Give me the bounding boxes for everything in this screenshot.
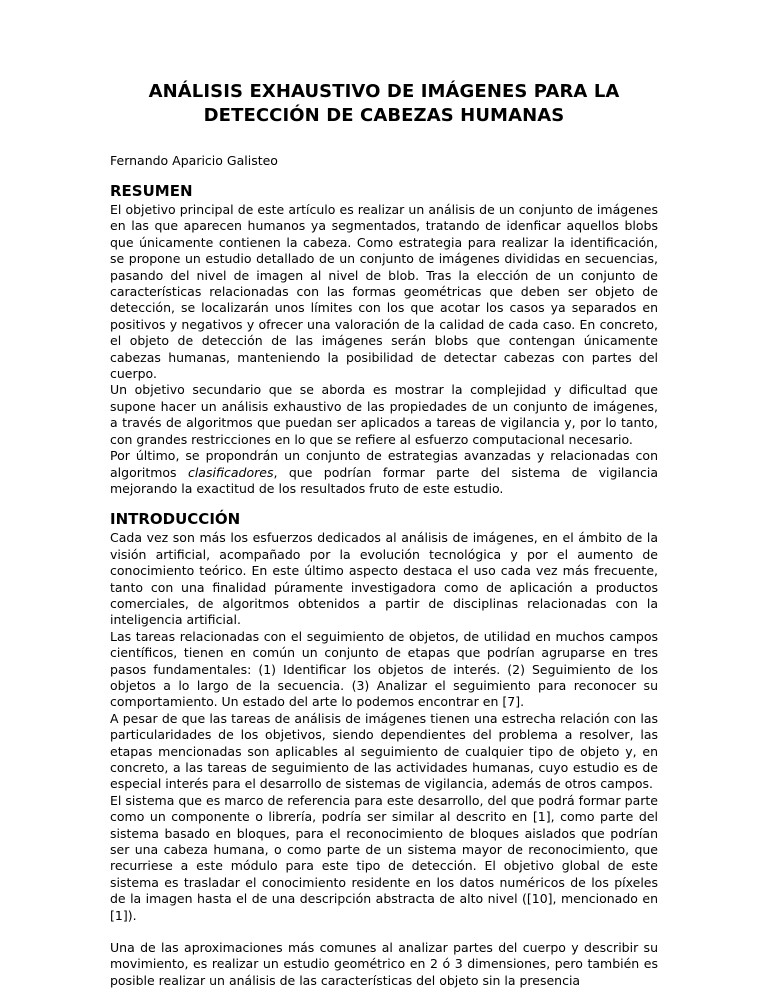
title-line-1: ANÁLISIS EXHAUSTIVO DE IMÁGENES PARA LA	[148, 81, 620, 102]
resumen-paragraph-3	[110, 448, 658, 497]
introduccion-paragraph-1: Cada vez son más los esfuerzos dedicados al análisis de imágenes, en el ámbito de la visión artificial, acompañado por la evolución tecnológica y por el aumento de conocimiento teórico. En este último aspecto destaca el uso cada vez más frecuente, tanto con una finalidad púramente investigadora como de aplicación a productos comerciales, de algoritmos obtenidos a partir de disciplinas relacionadas con la inteligencia artificial.	[110, 530, 658, 628]
introduccion-paragraph-4: El sistema que es marco de referencia para este desarrollo, del que podrá formar parte como un componente o librería, podría ser similar al descrito en [1], como parte del sistema basado en bloques, para el reconocimiento de bloques aislados que podrían ser una cabeza humana, o como parte de un sistema mayor de reconocimiento, que recurriese a este módulo para este tipo de detección. El objetivo global de este sistema es trasladar el conocimiento residente en los datos numéricos de los píxeles de la imagen hasta el de una descripción abstracta de alto nivel ([10], mencionado en [1]).	[110, 792, 658, 923]
resumen-p3-text-a: Por último, se propondrán un conjunto de estrategias avanzadas y relacionadas con algoritmos	[110, 448, 658, 480]
introduccion-paragraph-3: A pesar de que las tareas de análisis de imágenes tienen una estrecha relación con las particularidades de los objetivos, siendo dependientes del problema a resolver, las etapas mencionadas son aplicables al seguimiento de cualquier tipo de objeto y, en concreto, a las tareas de seguimiento de las actividades humanas, cuyo estudio es de especial interés para el desarrollo de sistemas de vigilancia, además de otros campos.	[110, 710, 658, 792]
resumen-p3-italic: clasificadores	[187, 464, 274, 480]
document-title	[110, 80, 658, 128]
resumen-heading: RESUMEN	[110, 182, 193, 200]
document-page	[110, 80, 658, 989]
introduccion-paragraph-5: Una de las aproximaciones más comunes al analizar partes del cuerpo y describir su movimiento, es realizar un estudio geométrico en 2 ó 3 dimensiones, pero también es posible realizar un análisis de las características del objeto sin la presencia	[110, 940, 658, 988]
resumen-paragraph-1: El objetivo principal de este artículo es realizar un análisis de un conjunto de imágenes en las que aparecen humanos ya segmentados, tratando de idenficar aquellos blobs que únicamente contienen la cabeza. Como estrategia para realizar la identificación, se propone un estudio detallado de un conjunto de imágenes divididas en secuencias, pasando del nivel de imagen al nivel de blob. Tras la elección de un conjunto de características relacionadas con las formas geométricas que deben ser objeto de detección, se localizarán unos límites con los que acotar los casos ya separados en positivos y negativos y ofrecer una valoración de la calidad de cada caso. En concreto, el objeto de detección de las imágenes serán blobs que contengan únicamente cabezas humanas, manteniendo la posibilidad de detectar cabezas con partes del cuerpo.	[110, 202, 658, 382]
introduccion-heading: INTRODUCCIÓN	[110, 510, 241, 529]
resumen-paragraph-2: Un objetivo secundario que se aborda es mostrar la complejidad y dificultad que supone hacer un análisis exhaustivo de las propiedades de un conjunto de imágenes, a través de algoritmos que puedan ser aplicados a tareas de vigilancia y, por lo tanto, con grandes restricciones en lo que se refiere al esfuerzo computacional necesario.	[110, 382, 658, 447]
author-name: Fernando Aparicio Galisteo	[110, 153, 278, 168]
introduccion-paragraph-2: Las tareas relacionadas con el seguimiento de objetos, de utilidad en muchos campos científicos, tienen en común un conjunto de etapas que podrían agruparse en tres pasos fundamentales: (1) Identificar los objetos de interés. (2) Seguimiento de los objetos a lo largo de la secuencia. (3) Analizar el seguimiento para reconocer su comportamiento. Un estado del arte lo podemos encontrar en [7].	[110, 628, 658, 710]
paragraph-spacer	[110, 924, 658, 940]
title-line-2: DETECCIÓN DE CABEZAS HUMANAS	[203, 105, 565, 126]
resumen-p3-text-b: , que podrían formar parte del sistema de vigilancia mejorando la exactitud de los resultados fruto de este estudio.	[110, 464, 658, 496]
